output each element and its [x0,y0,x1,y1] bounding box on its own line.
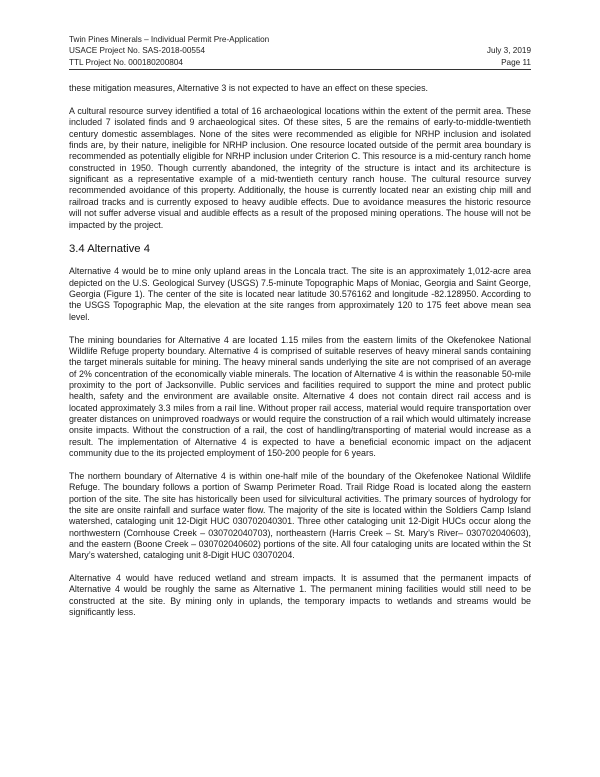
header-document-title: Twin Pines Minerals – Individual Permit Pre-Application [69,35,270,44]
paragraph-alternative-4-northern-boundary: The northern boundary of Alternative 4 is within one-half mile of the boundary of the Okefenokee National Wildlife Refuge. The boundary follows a portion of Swamp Perimeter Road. Trail Ridge Road is located along the eastern portion of the site. The site has historically been used for silvicultural activities. The primary sources of hydrology for the site are onsite rainfall and surface water flow. The majority of the site is located within the Soldiers Camp Island watershed, cataloging unit 12-Digit HUC 030702040301. Three other cataloging unit 12-Digit HUCs occur along the northwestern (Cornhouse Creek – 030702040703), northeastern (Harris Creek – St. Mary’s River– 030702040603), and the eastern (Boone Creek – 030702040602) portions of the site. All four cataloging units are located within the St Mary’s watershed, cataloging unit 8-Digit HUC 03070204. [69,470,531,561]
paragraph-mitigation-conclusion: these mitigation measures, Alternative 3 is not expected to have an effect on these species. [69,83,428,94]
paragraph-alternative-4-impacts: Alternative 4 would have reduced wetland and stream impacts. It is assumed that the permanent impacts of Alternative 4 would be roughly the same as Alternative 1. The permanent mining facilities would still need to be constructed at the site. By mining only in uplands, the temporary impacts to wetlands and streams would be significantly less. [69,573,531,618]
header-divider [69,69,531,70]
header-ttl-project-number: TTL Project No. 000180200804 [69,57,183,67]
document-page [69,34,531,630]
header-row-1 [69,34,531,45]
section-heading-alternative-4: 3.4 Alternative 4 [69,243,151,256]
header-row-3 [69,57,531,68]
header-date: July 3, 2019 [486,46,531,56]
header-page-number: Page 11 [501,57,531,67]
page-header [69,34,531,70]
header-row-2 [69,45,531,56]
paragraph-alternative-4-site: Alternative 4 would be to mine only upland areas in the Loncala tract. The site is an approximately 1,012-acre area depicted on the U.S. Geological Survey (USGS) 7.5-minute Topographic Maps of Moniac, Georgia and Saint George, Georgia (Figure 1). The center of the site is located near latitude 30.576162 and longitude -82.128950. According to the USGS Topographic Map, the elevation at the site ranges from approximately 120 to 175 feet above mean sea level. [69,266,531,322]
header-usace-project-number: USACE Project No. SAS-2018-00554 [69,46,206,56]
paragraph-cultural-resources: A cultural resource survey identified a total of 16 archaeological locations within the extent of the permit area. These included 7 isolated finds and 9 archaeological sites. Of these sites, 5 are the remains of early-to-middle-twentieth century domestic assemblages. None of the sites were recommended as eligible for NRHP inclusion and isolated finds are, by their nature, ineligible for NRHP inclusion. One resource located outside of the permit area boundary is recommended as potentially eligible for NRHP inclusion under Criterion C. This resource is a mid-century ranch home constructed in 1950. Though currently abandoned, the integrity of the structure is intact and its architecture is significant as a representative example of a mid-twentieth century ranch house. The cultural resource survey recommended avoidance of this property. Additionally, the house is currently located near an existing chip mill and railroad tracks and is currently exposed to heavy audible effects. Due to avoidance measures the historic resource will not suffer adverse visual and audible effects as a result of the proposed mining operations. The house will not be impacted by the project. [69,106,531,230]
document-body [69,83,531,618]
paragraph-alternative-4-mining-boundaries: The mining boundaries for Alternative 4 are located 1.15 miles from the eastern limits of the Okefenokee National Wildlife Refuge property boundary. Alternative 4 is comprised of suitable reserves of heavy mineral sands containing the target minerals suitable for mining. The heavy mineral sands underlying the site are not comprised of an average of 2% concentration of the economically viable minerals. The location of Alternative 4 is within the reasonable 50-mile proximity to the port of Jacksonville. Public services and facilities required to support the mine and protect public health, safety and the environment are available onsite. Alternative 4 does not contain direct rail access and is located approximately 3.3 miles from a rail line. Without proper rail access, material would require transportation over greater distances on unimproved roadways or would require the construction of a rail which would ultimately increase onsite impacts. Without the construction of a rail, the cost of handling/transporting of material would increase as a result. The implementation of Alternative 4 is expected to have a beneficial economic impact on the adjacent community due to the its projected employment of 150-200 people for 6 years. [69,334,531,458]
